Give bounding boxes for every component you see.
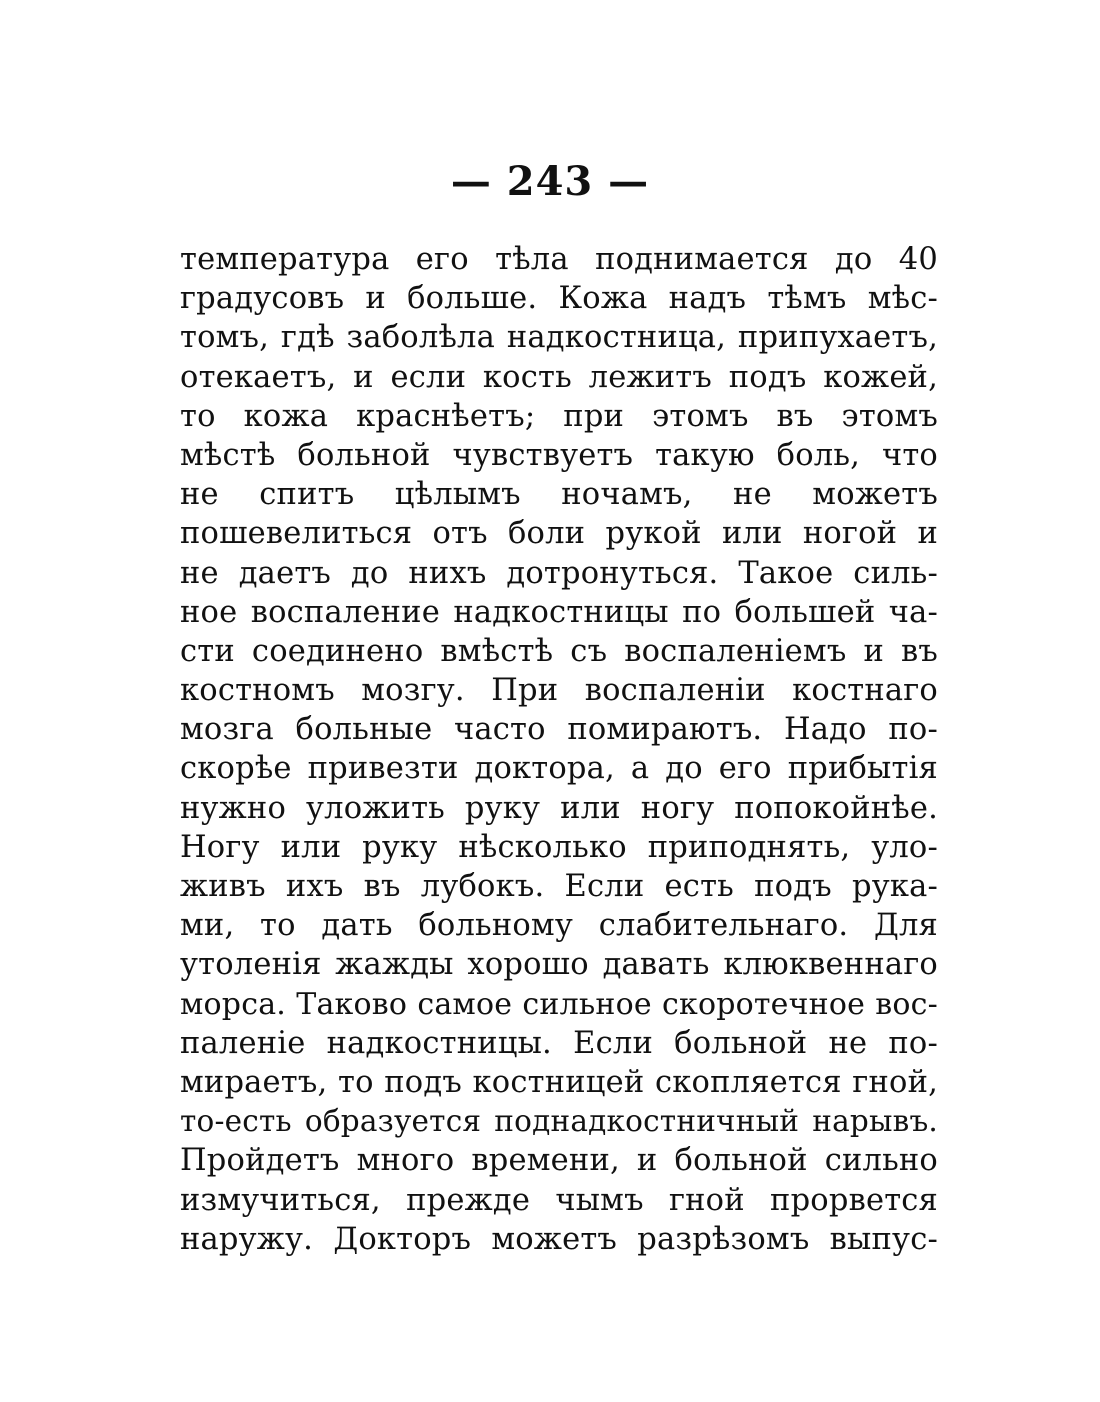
text-line: нужно уложить руку или ногу попокойнѣе.: [180, 790, 938, 826]
text-line: паленіе надкостницы. Если больной не по-: [180, 1025, 938, 1061]
text-line: то-есть образуется поднадкостничный нарывъ.: [180, 1104, 938, 1139]
text-line: морса. Таково самое сильное скоротечное вос-: [180, 986, 938, 1022]
text-line: не даетъ до нихъ дотронуться. Такое силь-: [180, 555, 938, 591]
text-line: мозга больные часто помираютъ. Надо по-: [180, 712, 938, 748]
text-line: градусовъ и больше. Кожа надъ тѣмъ мѣс-: [180, 281, 938, 317]
body-text: [180, 240, 938, 1259]
text-line: пошевелиться отъ боли рукой или ногой и: [180, 516, 938, 552]
text-line: не спитъ цѣлымъ ночамъ, не можетъ: [180, 477, 938, 513]
text-line: ми, то дать больному слабительнаго. Для: [180, 908, 938, 944]
text-line: отекаетъ, и если кость лежитъ подъ кожей,: [180, 359, 938, 395]
text-line: то кожа краснѣетъ; при этомъ въ этомъ: [180, 398, 938, 434]
page-number: — 243 —: [450, 158, 650, 205]
text-line: живъ ихъ въ лубокъ. Если есть подъ рука-: [180, 869, 938, 904]
text-line: наружу. Докторъ можетъ разрѣзомъ выпус-: [180, 1221, 938, 1257]
text-line: ное воспаление надкостницы по большей ча-: [180, 594, 938, 630]
text-line: томъ, гдѣ заболѣла надкостница, припухаетъ,: [180, 320, 938, 356]
text-line: костномъ мозгу. При воспаленіи костнаго: [180, 673, 938, 709]
text-line: Пройдетъ много времени, и больной сильно: [180, 1143, 938, 1179]
text-line: сти соединено вмѣстѣ съ воспаленіемъ и въ: [180, 633, 938, 669]
text-line: скорѣе привезти доктора, а до его прибытія: [180, 751, 938, 787]
text-line: утоленія жажды хорошо давать клюквеннаго: [180, 947, 938, 983]
text-line: температура его тѣла поднимается до 40: [180, 242, 938, 277]
text-line: Ногу или руку нѣсколько приподнять, уло-: [180, 829, 938, 865]
text-line: измучиться, прежде чымъ гной прорвется: [180, 1182, 938, 1218]
text-line: мѣстѣ больной чувствуетъ такую боль, что: [180, 437, 938, 473]
text-line: мираетъ, то подъ костницей скопляется гной,: [180, 1064, 938, 1100]
